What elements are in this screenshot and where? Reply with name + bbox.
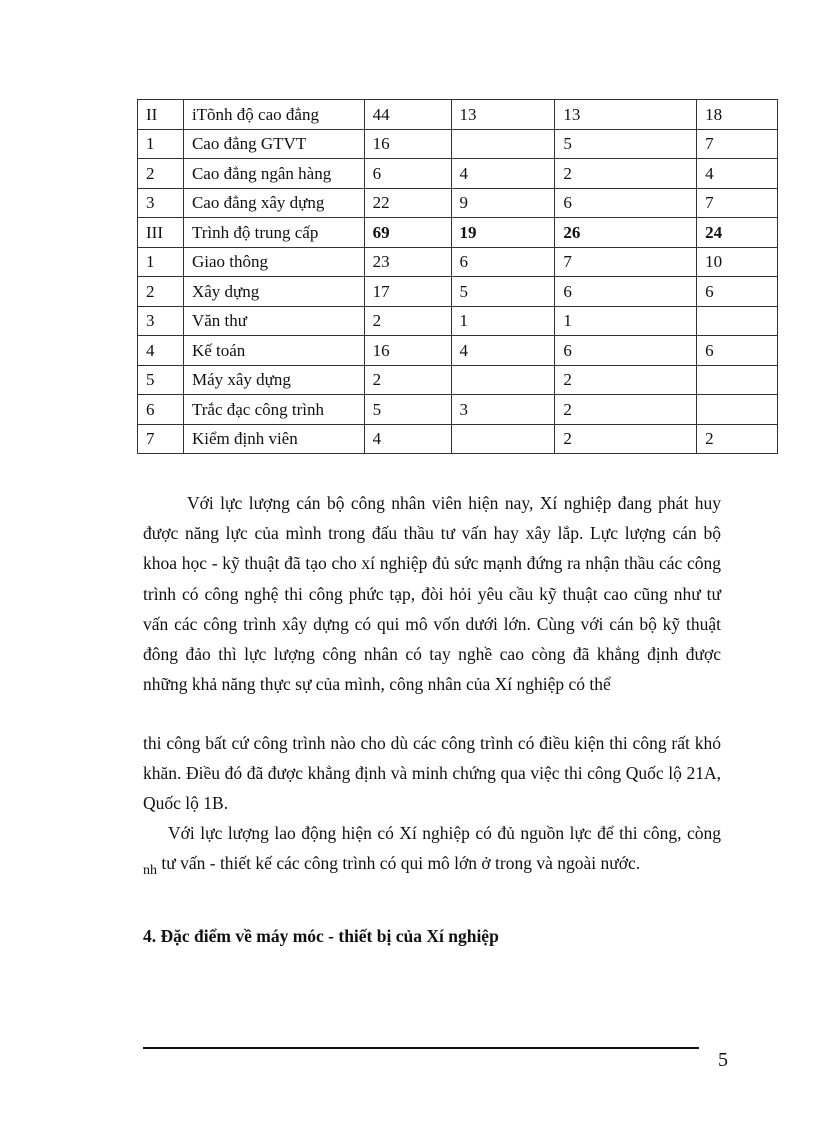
table-cell: Cao đẳng ngân hàng (183, 159, 364, 189)
paragraph-construction: thi công bất cứ công trình nào cho dù các công trình có điều kiện thi công rất khó khăn. Điều đó đã được khẳng định và minh chứng qua việc thi công Quốc lộ 21A, Quốc lộ 1B. (143, 733, 721, 814)
table-cell: 7 (697, 188, 778, 218)
table-cell: 3 (138, 306, 184, 336)
table-cell (697, 365, 778, 395)
table-cell: 4 (697, 159, 778, 189)
table-row (138, 129, 778, 159)
table-cell: Xây dựng (183, 277, 364, 307)
table-cell: 1 (555, 306, 697, 336)
table-cell: 2 (555, 159, 697, 189)
table-row (138, 277, 778, 307)
table-cell: 7 (555, 247, 697, 277)
table-cell: 6 (451, 247, 555, 277)
table-row (138, 159, 778, 189)
staff-qualification-table (137, 99, 778, 454)
table-row (138, 188, 778, 218)
table-cell: 2 (555, 365, 697, 395)
table-cell: 18 (697, 100, 778, 130)
paragraph-resources-part1: Với lực lượng lao động hiện có Xí nghiệp có đủ nguồn lực để thi công, còng (168, 823, 721, 843)
table-cell: 26 (555, 218, 697, 248)
table-cell: III (138, 218, 184, 248)
table-cell: 7 (138, 424, 184, 454)
table-cell: Kế toán (183, 336, 364, 366)
table-cell: Kiểm định viên (183, 424, 364, 454)
table-cell (451, 365, 555, 395)
table-row (138, 100, 778, 130)
table-row (138, 218, 778, 248)
table-cell: 6 (697, 336, 778, 366)
table-cell: 5 (138, 365, 184, 395)
paragraph-resources-sub: nh (143, 863, 157, 879)
table-cell: Cao đẳng GTVT (183, 129, 364, 159)
table-cell: 4 (451, 159, 555, 189)
page-number: 5 (718, 1049, 728, 1071)
table-cell (451, 129, 555, 159)
table-cell: 22 (364, 188, 451, 218)
section-heading: 4. Đặc điểm về máy móc - thiết bị của Xí nghiệp (143, 926, 499, 946)
table-cell: 2 (555, 395, 697, 425)
table-cell: 4 (138, 336, 184, 366)
table-cell: 2 (138, 159, 184, 189)
table-row (138, 247, 778, 277)
table-cell: 1 (138, 247, 184, 277)
table-cell (697, 395, 778, 425)
table-cell: 5 (451, 277, 555, 307)
table-cell: 1 (138, 129, 184, 159)
paragraph-resources-part2: tư vấn - thiết kế các công trình có qui mô lớn ở trong và ngoài nước. (161, 853, 641, 874)
table-cell: 2 (697, 424, 778, 454)
table-cell: iTõnh độ cao đẳng (183, 100, 364, 130)
table-row (138, 395, 778, 425)
table-row (138, 365, 778, 395)
table-cell: 69 (364, 218, 451, 248)
table-cell: 7 (697, 129, 778, 159)
table-cell: Trình độ trung cấp (183, 218, 364, 248)
table-cell: 2 (364, 365, 451, 395)
table-cell: 19 (451, 218, 555, 248)
table-cell (451, 424, 555, 454)
table-cell: 44 (364, 100, 451, 130)
table-cell: Cao đẳng xây dựng (183, 188, 364, 218)
table-body (138, 100, 778, 454)
table-cell: 23 (364, 247, 451, 277)
table-cell: 9 (451, 188, 555, 218)
table-cell: 13 (451, 100, 555, 130)
table-cell: Văn thư (183, 306, 364, 336)
table-cell: 6 (697, 277, 778, 307)
table-cell: 16 (364, 336, 451, 366)
table-cell: 2 (364, 306, 451, 336)
footer-rule (143, 1047, 699, 1049)
table-row (138, 306, 778, 336)
table-cell: 17 (364, 277, 451, 307)
table-cell: 13 (555, 100, 697, 130)
table-cell: 4 (451, 336, 555, 366)
table-row (138, 424, 778, 454)
table-row (138, 336, 778, 366)
table-cell: 6 (364, 159, 451, 189)
table-cell: 6 (555, 188, 697, 218)
table-cell: II (138, 100, 184, 130)
table-cell: 16 (364, 129, 451, 159)
table-cell: Máy xây dựng (183, 365, 364, 395)
table-cell: 5 (364, 395, 451, 425)
table-cell: Giao thông (183, 247, 364, 277)
table-cell: 2 (555, 424, 697, 454)
table-cell: 6 (555, 277, 697, 307)
table-cell: 5 (555, 129, 697, 159)
table-cell: 4 (364, 424, 451, 454)
table-cell: 1 (451, 306, 555, 336)
table-cell: 2 (138, 277, 184, 307)
table-cell (697, 306, 778, 336)
table-cell: 6 (138, 395, 184, 425)
paragraph-workforce: Với lực lượng cán bộ công nhân viên hiện nay, Xí nghiệp đang phát huy được năng lực của mình trong đấu thầu tư vấn hay xây lắp. Lực lượng cán bộ khoa học - kỹ thuật đã tạo cho xí nghiệp đủ sức mạnh đứng ra nhận thầu các công trình có công nghệ thi công phức tạp, đòi hỏi yêu cầu kỹ thuật cao cũng như tư vấn các công trình xây dựng có qui mô vốn dưới lớn. Cùng với cán bộ kỹ thuật đông đảo thì lực lượng công nhân có tay nghề cao còng đã khẳng định được những khả năng thực sự của mình, công nhân của Xí nghiệp có thể (143, 493, 721, 695)
paragraph-resources (143, 818, 721, 886)
table-cell: 3 (138, 188, 184, 218)
table-cell: 6 (555, 336, 697, 366)
table-cell: 10 (697, 247, 778, 277)
table-cell: 24 (697, 218, 778, 248)
table-cell: Trắc đạc công trình (183, 395, 364, 425)
table-cell: 3 (451, 395, 555, 425)
